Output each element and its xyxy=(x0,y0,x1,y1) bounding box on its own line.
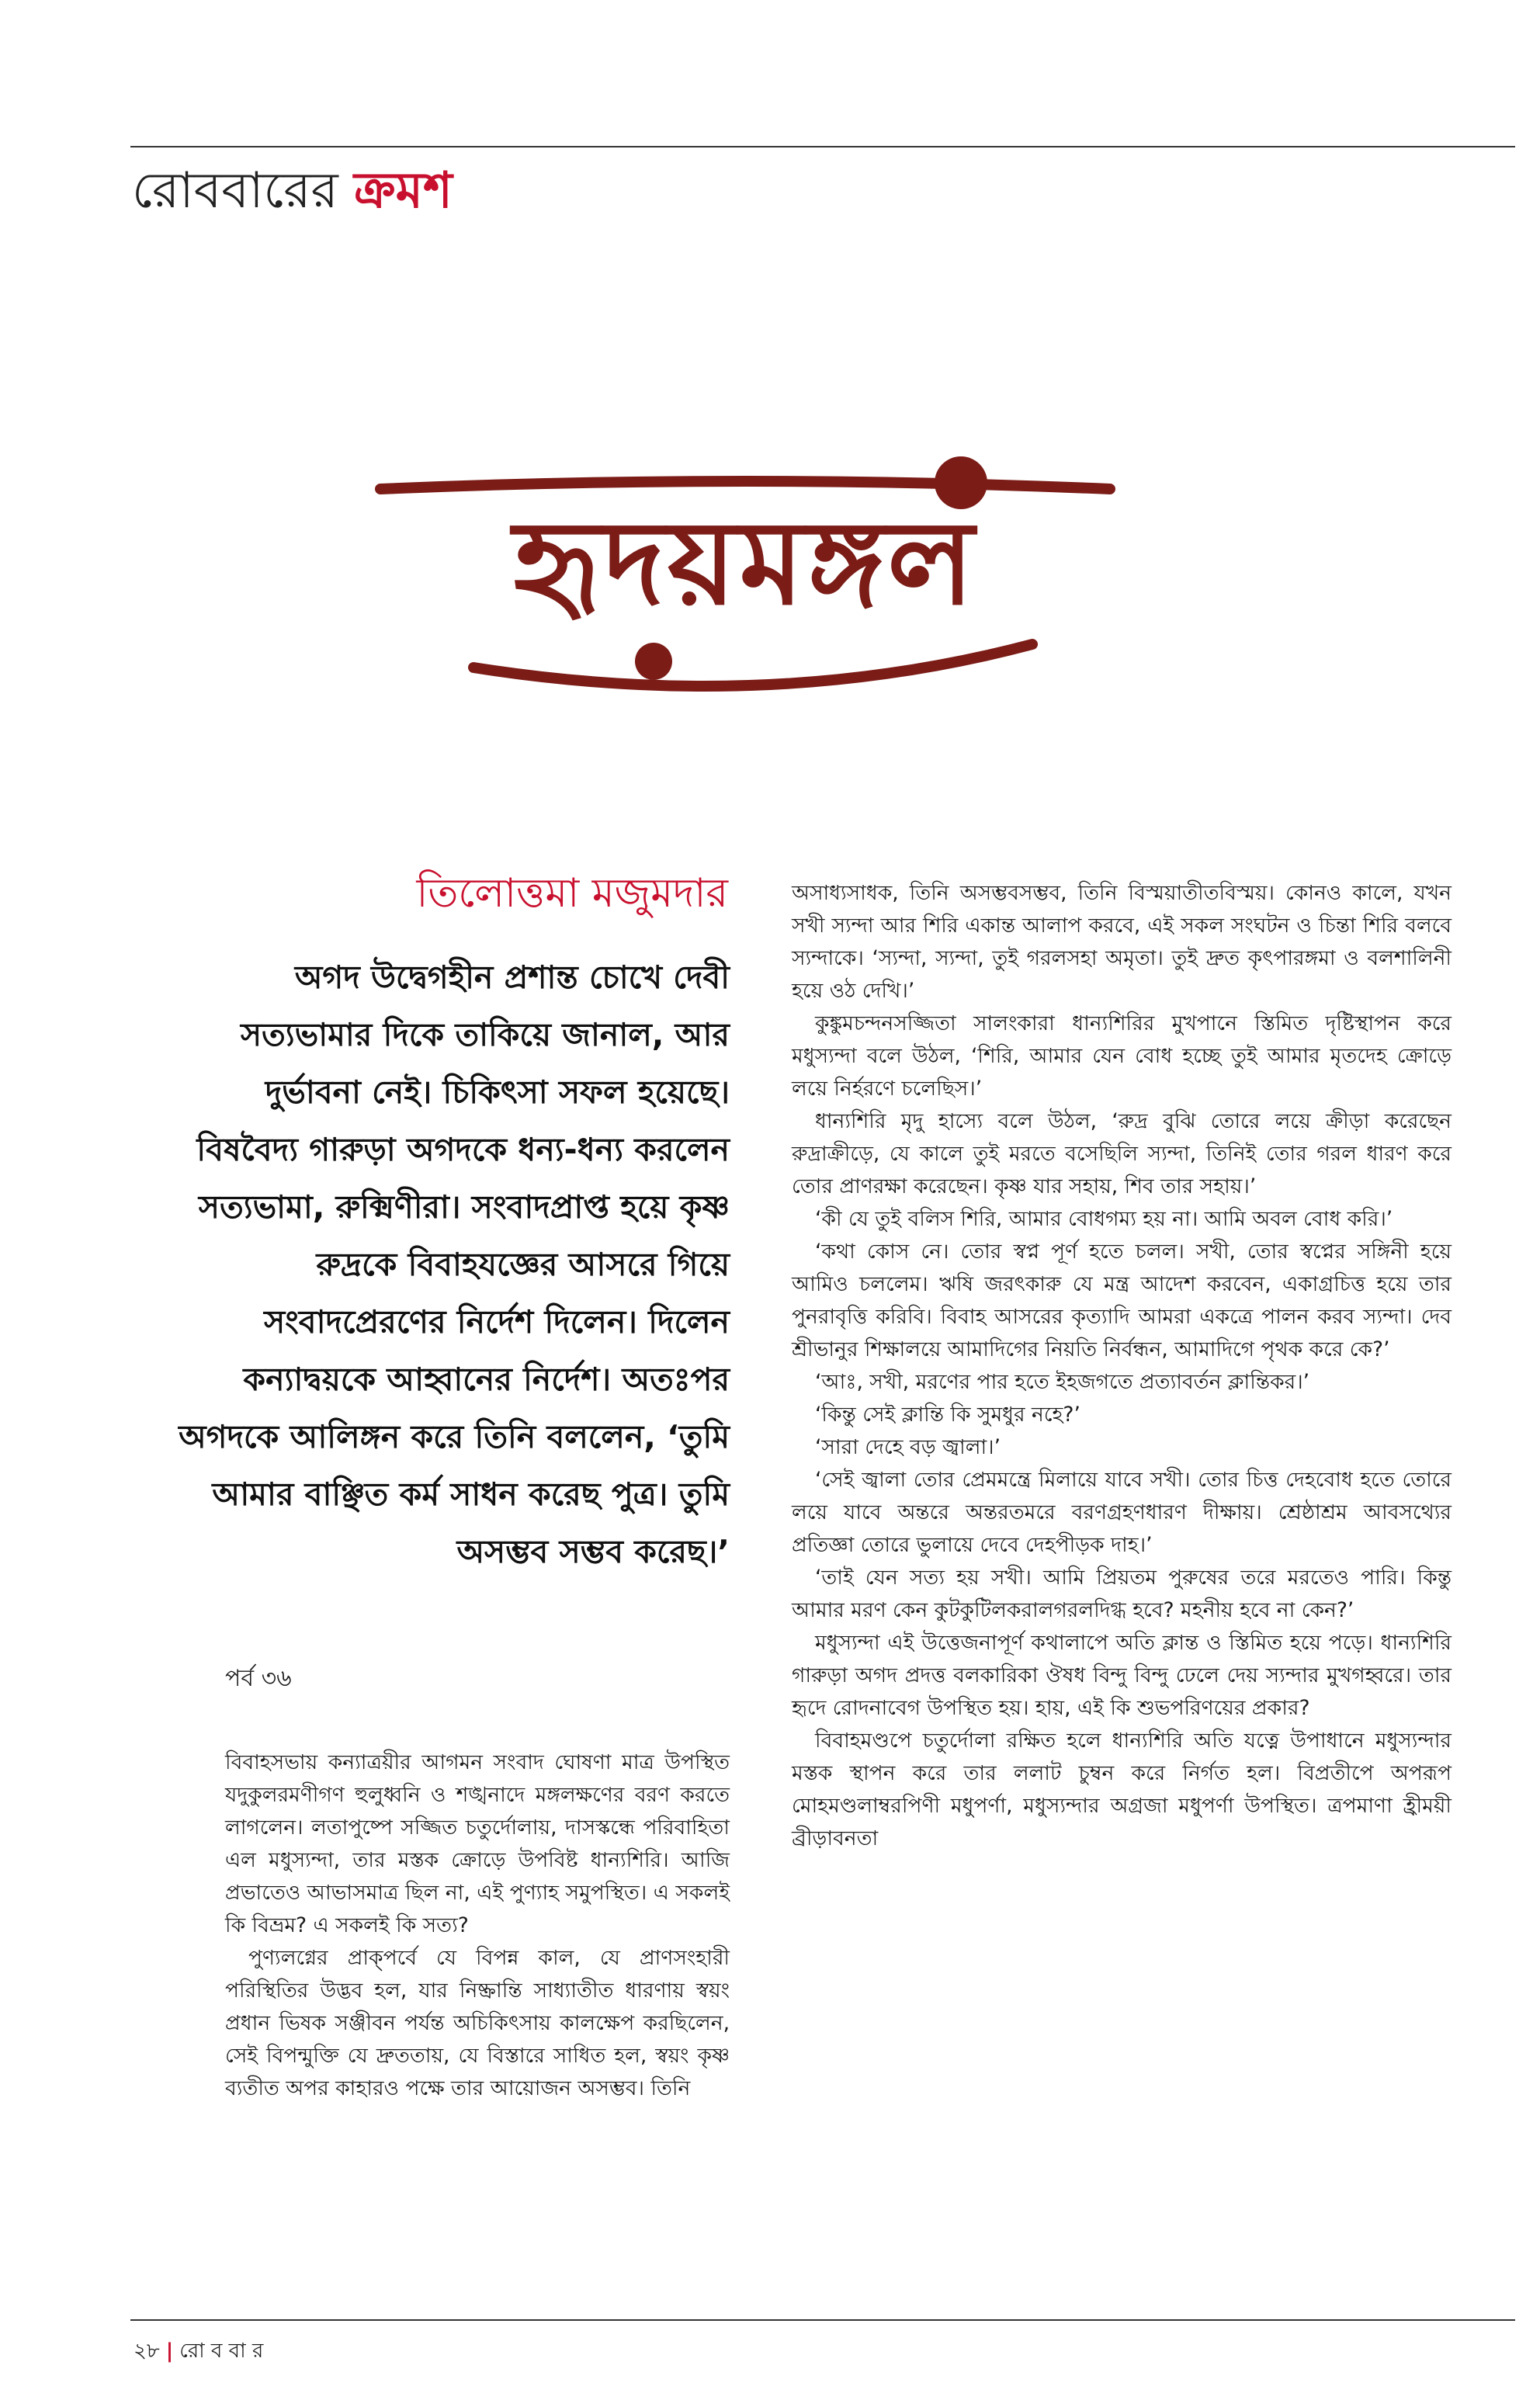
section-header xyxy=(132,161,453,220)
header-title: রোববারের xyxy=(132,162,338,220)
author-name: তিলোত্তমা মজুমদার xyxy=(416,870,728,917)
series-logo xyxy=(365,435,1126,706)
paragraph: কুঙ্কুমচন্দনসজ্জিতা সালংকারা ধান্যশিরির মুখপানে স্তিমিত দৃষ্টিস্থাপন করে মধুস্যন্দা বলে উঠল, ‘শিরি, আমার যেন বোধ হচ্ছে তুই আমার মৃতদেহ ক্রোড়ে লয়ে নির্হরণে চলেছিস।’ xyxy=(792,1011,1452,1101)
logo-title: হৃদয়মঙ্গল xyxy=(513,494,977,631)
episode-label: পর্ব ৩৬ xyxy=(225,1665,292,1692)
paragraph: ‘সেই জ্বালা তোর প্রেমমন্ত্রে মিলায়ে যাবে সখী। তোর চিত্ত দেহবোধ হতে তোরে লয়ে যাবে অন্তরে অন্তরতমরে বরণগ্রহণধারণ দীক্ষায়। শ্রেষ্ঠাশ্রম আবসথ্যের প্রতিজ্ঞা তোরে ভুলায়ে দেবে দেহপীড়ক দাহ।’ xyxy=(792,1468,1452,1557)
footer-rule xyxy=(130,2319,1515,2321)
page-number: ২৮ xyxy=(134,2339,160,2363)
paragraph: ‘তাই যেন সত্য হয় সখী। আমি প্রিয়তম পুরুষের তরে মরতেও পারি। কিন্তু আমার মরণ কেন কুটকুটিলকরালগরলদিগ্ধ হবে? মহনীয় হবে না কেন?’ xyxy=(792,1566,1452,1622)
header-title-accent: ক্রমশ xyxy=(354,162,453,220)
lead-paragraph xyxy=(155,949,730,1580)
paragraph: ‘কিন্তু সেই ক্লান্তি কি সুমধুর নহে?’ xyxy=(815,1403,1080,1427)
paragraph: বিবাহসভায় কন্যাত্রয়ীর আগমন সংবাদ ঘোষণা মাত্র উপস্থিত যদুকুলরমণীগণ হুলুধ্বনি ও শঙ্খনাদে মঙ্গলক্ষণের বরণ করতে লাগলেন। লতাপুষ্পে সজ্জিত চতুর্দোলায়, দাসস্কন্ধে পরিবাহিতা এল মধুস্যন্দা, তার মস্তক ক্রোড়ে উপবিষ্ট ধান্যশিরি। আজি প্রভাতেও আভাসমাত্র ছিল না, এই পুণ্যাহ সমুপস্থিত। এ সকলই কি বিভ্রম? এ সকলই কি সত্য? xyxy=(225,1750,730,1937)
paragraph: অসাধ্যসাধক, তিনি অসম্ভবসম্ভব, তিনি বিস্ময়াতীতবিস্ময়। কোনও কালে, যখন সখী স্যন্দা আর শিরি একান্ত আলাপ করবে, এই সকল সংঘটন ও চিন্তা শিরি বলবে স্যন্দাকে। ‘স্যন্দা, স্যন্দা, তুই গরলসহা অমৃতা। তুই দ্রুত কৃৎপারঙ্গমা ও বলশালিনী হয়ে ওঠ দেখি।’ xyxy=(792,881,1452,1003)
magazine-name: রো ব বা র xyxy=(179,2339,264,2363)
paragraph: মধুস্যন্দা এই উত্তেজনাপূর্ণ কথালাপে অতি ক্লান্ত ও স্তিমিত হয়ে পড়ে। ধান্যশিরি গারুড়া অগদ প্রদত্ত বলকারিকা ঔষধ বিন্দু বিন্দু ঢেলে দেয় স্যন্দার মুখগহ্বরে। তার হৃদে রোদনাবেগ উপস্থিত হয়। হায়, এই কি শুভপরিণয়ের প্রকার? xyxy=(792,1631,1452,1720)
paragraph: ‘কথা কোস নে। তোর স্বপ্ন পূর্ণ হতে চলল। সখী, তোর স্বপ্নের সঙ্গিনী হয়ে আমিও চললেম। ঋষি জরৎকারু যে মন্ত্র আদেশ করবেন, একাগ্রচিত্ত হয়ে তার পুনরাবৃত্তি করিবি। বিবাহ আসরের কৃত্যাদি আমরা একত্রে পালন করব স্যন্দা। দেব শ্রীভানুর শিক্ষালয়ে আমাদিগের নিয়তি নির্বন্ধন, আমাদিগে পৃথক করে কে?’ xyxy=(792,1240,1452,1361)
page-footer xyxy=(134,2338,263,2364)
right-column xyxy=(792,877,1452,1855)
paragraph: ‘সারা দেহে বড় জ্বালা।’ xyxy=(815,1435,1001,1459)
lead-text: অগদ উদ্বেগহীন প্রশান্ত চোখে দেবী সত্যভামার দিকে তাকিয়ে জানাল, আর দুর্ভাবনা নেই। চিকিৎসা সফল হয়েছে। বিষবৈদ্য গারুড়া অগদকে ধন্য-ধন্য করলেন সত্যভামা, রুক্মিণীরা। সংবাদপ্রাপ্ত হয়ে কৃষ্ণ রুদ্রকে বিবাহযজ্ঞের আসরে গিয়ে সংবাদপ্রেরণের নির্দেশ দিলেন। দিলেন কন্যাদ্বয়কে আহ্বানের নির্দেশ। অতঃপর অগদকে আলিঙ্গন করে তিনি বললেন, ‘তুমি আমার বাঞ্ছিত কর্ম সাধন করেছ পুত্র। তুমি অসম্ভব সম্ভব করেছ।’ xyxy=(179,959,730,1570)
paragraph: বিবাহমণ্ডপে চতুর্দোলা রক্ষিত হলে ধান্যশিরি অতি যত্নে উপাধানে মধুস্যন্দার মস্তক স্থাপন করে তার ললাট চুম্বন করে নির্গত হল। বিপ্রতীপে অপরূপ মোহমণ্ডলাম্বরপিণী মধুপর্ণা, মধুস্যন্দার অগ্রজা মধুপর্ণা উপস্থিত। ত্রপমাণা হ্রীময়ী ব্রীড়াবনতা xyxy=(792,1729,1452,1850)
paragraph: ‘আঃ, সখী, মরণের পার হতে ইহজগতে প্রত্যাবর্তন ক্লান্তিকর।’ xyxy=(815,1370,1310,1394)
paragraph: ‘কী যে তুই বলিস শিরি, আমার বোধগম্য হয় না। আমি অবল বোধ করি।’ xyxy=(815,1207,1393,1231)
paragraph: ধান্যশিরি মৃদু হাস্যে বলে উঠল, ‘রুদ্র বুঝি তোরে লয়ে ক্রীড়া করেছেন রুদ্রাক্রীড়ে, যে কালে তুই মরতে বসেছিলি স্যন্দা, তিনিই তোর গরল ধারণ করে তোর প্রাণরক্ষা করেছেন। কৃষ্ণ যার সহায়, শিব তার সহায়।’ xyxy=(792,1109,1452,1198)
left-column xyxy=(225,1746,730,2105)
footer-separator: | xyxy=(165,2339,174,2363)
paragraph: পুণ্যলগ্নের প্রাক্‌পর্বে যে বিপন্ন কাল, যে প্রাণসংহারী পরিস্থিতির উদ্ভব হল, যার নিষ্ক্রান্তি সাধ্যাতীত ধারণায় স্বয়ং প্রধান ভিষক সঞ্জীবন পর্যন্ত অচিকিৎসায় কালক্ষেপ করছিলেন, সেই বিপন্মুক্তি যে দ্রুততায়, যে বিস্তারে সাধিত হল, স্বয়ং কৃষ্ণ ব্যতীত অপর কাহারও পক্ষে তার আয়োজন অসম্ভব। তিনি xyxy=(225,1946,730,2100)
header-rule xyxy=(130,146,1515,147)
